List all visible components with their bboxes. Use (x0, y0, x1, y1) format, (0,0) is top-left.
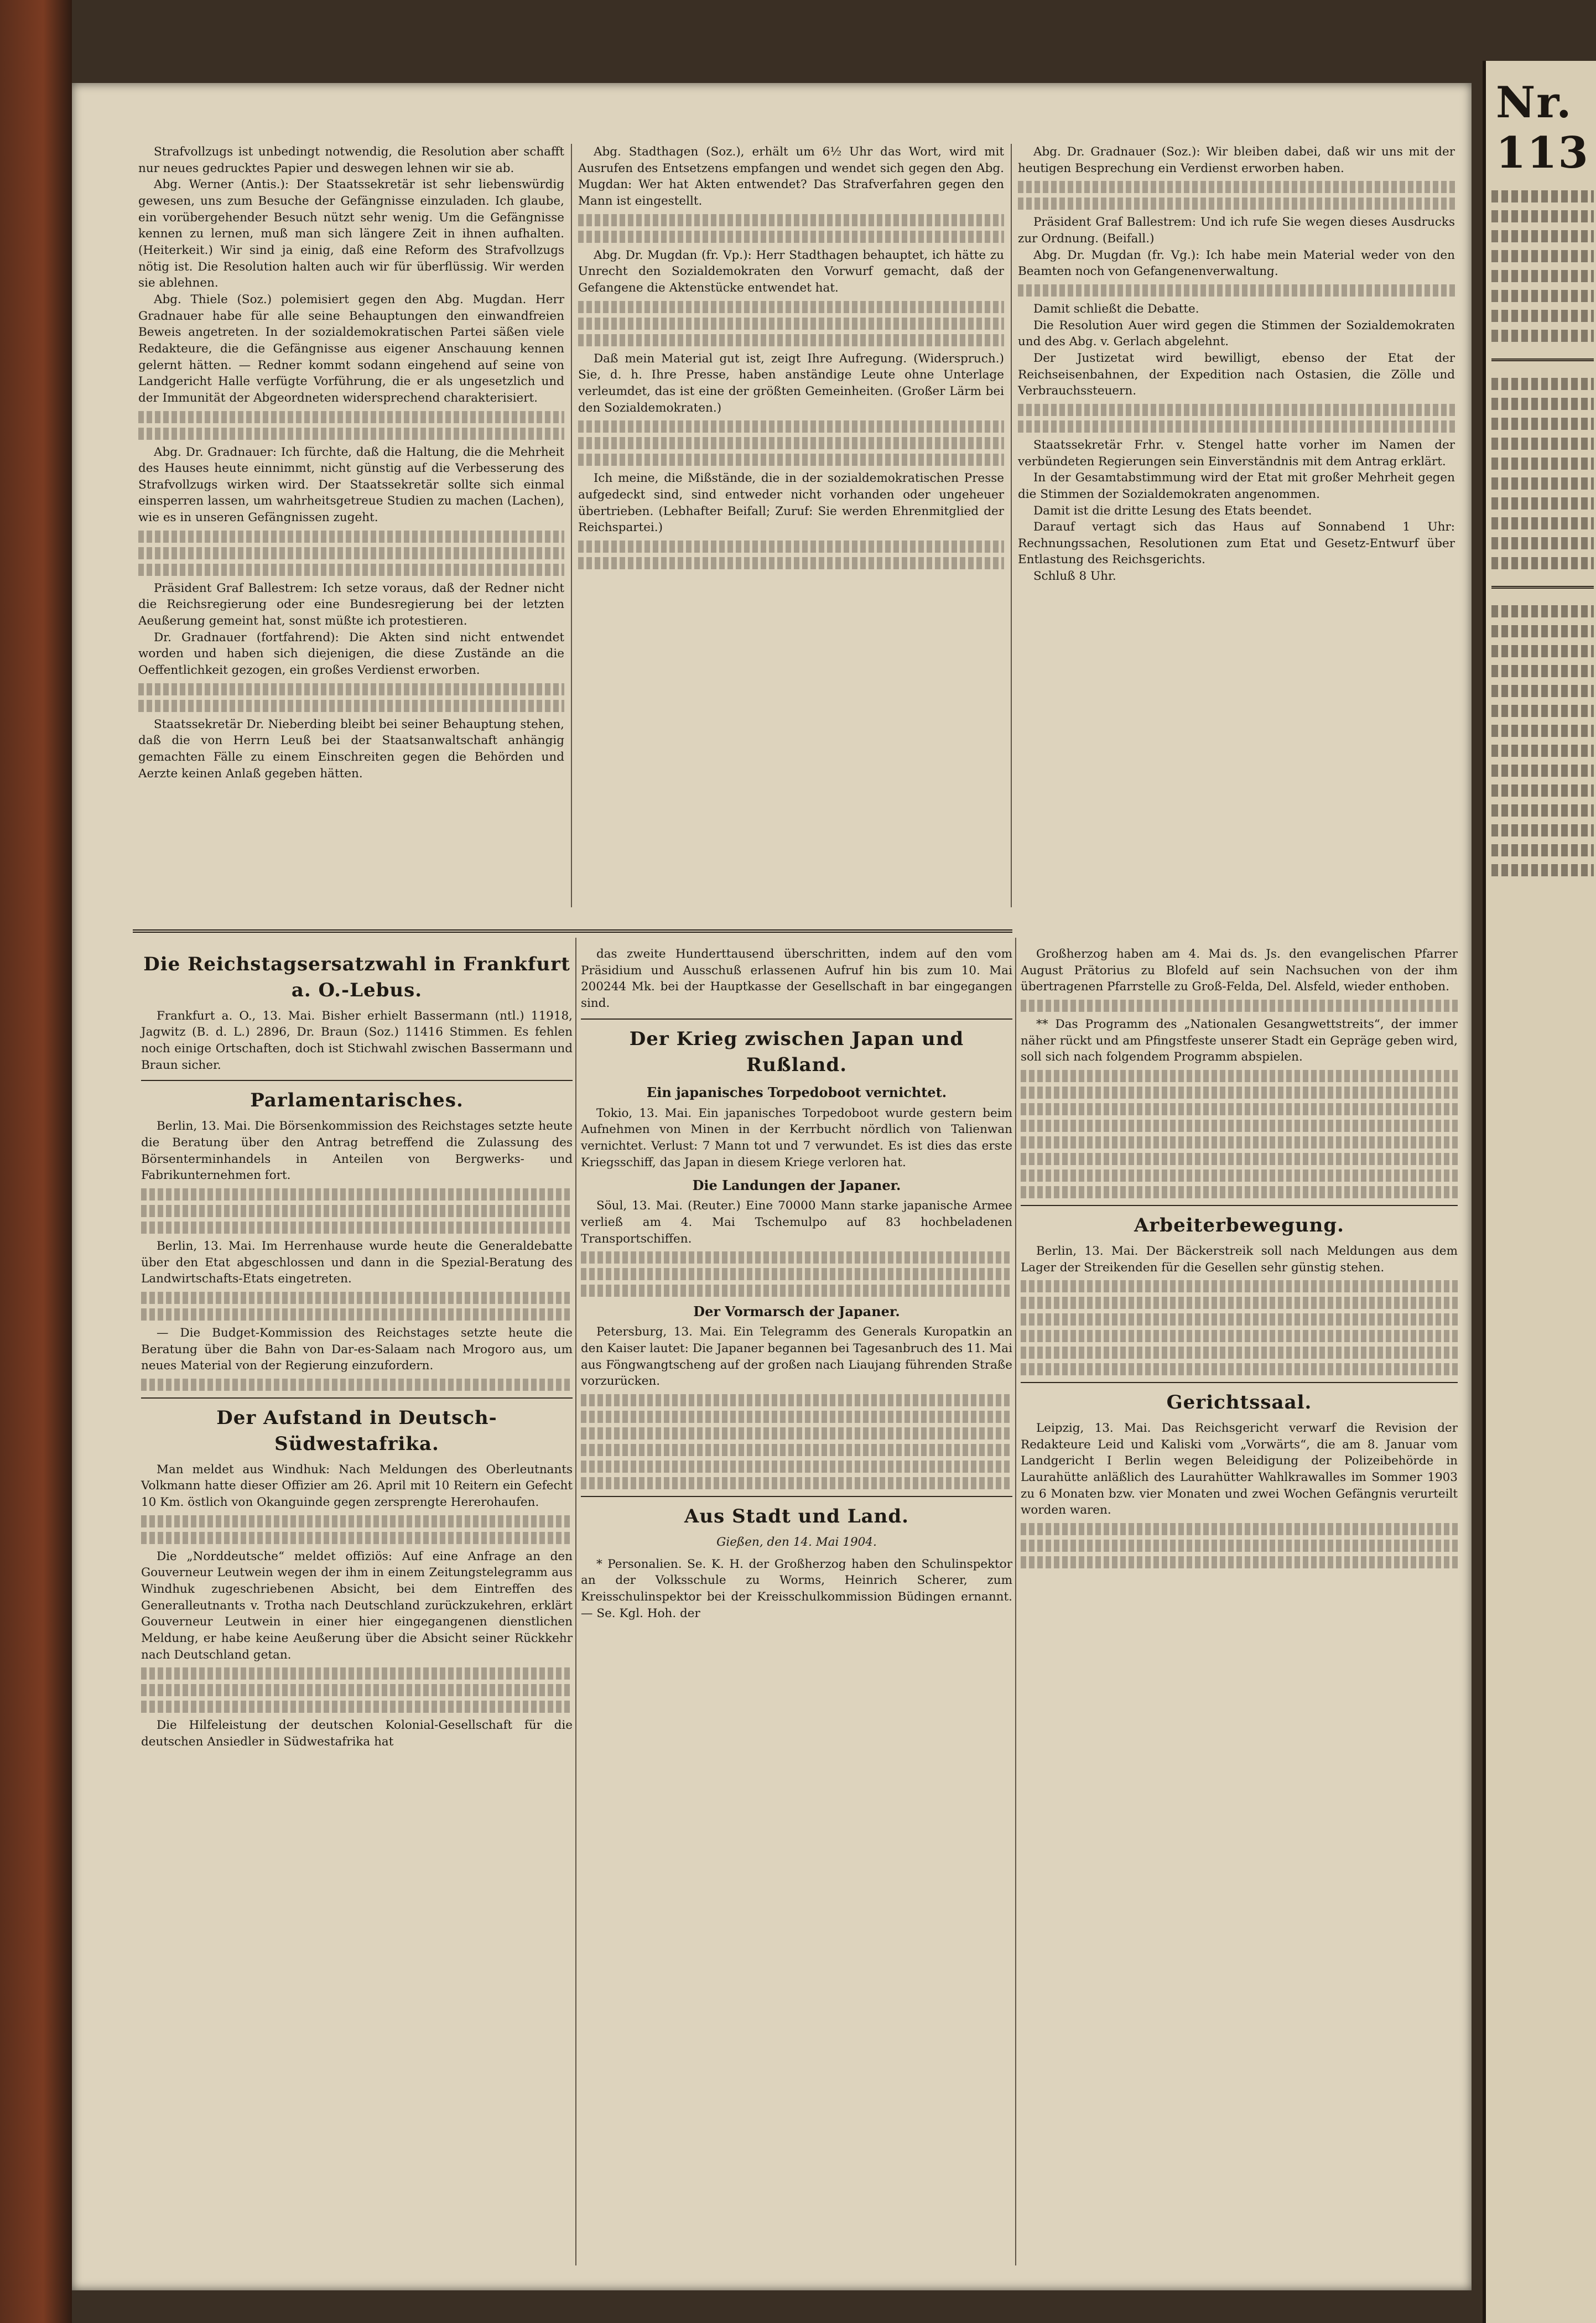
illegible-line (1491, 725, 1594, 737)
article-column-3 (1018, 144, 1455, 585)
paragraph: Man meldet aus Windhuk: Nach Meldungen des Oberleutnants Volkmann hatte dieser Offizier am 26. April mit 10 Reitern ein Gefecht 10 Km. östlich von Okanguinde gegen zersprengte Hererohaufen. (141, 1462, 573, 1510)
illegible-line (141, 1205, 573, 1217)
section-heading: Aus Stadt und Land. (684, 1505, 909, 1527)
illegible-line (1018, 404, 1455, 416)
paragraph: Berlin, 13. Mai. Im Herrenhause wurde heute die Generaldebatte über den Etat abgeschlossen und dann in die Spezial-Beratung des Landwirtschafts-Etats eingetreten. (141, 1239, 573, 1286)
paragraph: Tokio, 13. Mai. Ein japanisches Torpedoboot wurde gestern beim Aufnehmen von Minen in der Kerrbucht nördlich von Talienwan vernichtet. Verlust: 7 Mann tot und 7 verwundet. Es ist dies das erste Kriegsschiff, das Japan in diesem Kriege verloren hat. (581, 1106, 1012, 1170)
illegible-line (1021, 1186, 1458, 1198)
subheading: Die Landungen der Japaner. (692, 1177, 901, 1194)
illegible-line (1491, 477, 1594, 490)
paragraph: Abg. Dr. Gradnauer: Ich fürchte, daß die Haltung, die die Mehrheit des Hauses heute einnimmt, nicht günstig auf die Verbesserung des Strafvollzugs wirken wird. Der Staatssekretär sollte sich einmal einsperren lassen, um wahrheitsgetreue Studien zu machen (Lachen), wie es in unseren Gefängnissen zugeht. (138, 445, 564, 525)
illegible-line (1018, 198, 1455, 210)
paragraph: Die „Norddeutsche“ meldet offiziös: Auf eine Anfrage an den Gouverneur Leutwein wegen der ihm in einem Zeitungstelegramm aus Windhuk zugeschriebenen Absicht, bei dem Eintreffen des Generalleutnants v. Trotha nach Deutschland zurückzukehren, erklärt Gouverneur Leutwein in einer hier eingegangenen dienstlichen Meldung, er habe keine Aeußerung über die Absicht seiner Rückkehr nach Deutschland getan. (141, 1549, 573, 1662)
illegible-line (141, 1188, 573, 1201)
paragraph: Dr. Gradnauer (fortfahrend): Die Akten sind nicht entwendet worden und haben sich diejenigen, die diese Zustände an die Oeffentlichkeit gezogen, ein großes Verdienst erworben. (138, 630, 564, 678)
illegible-line (578, 557, 1004, 569)
paragraph: Daß mein Material gut ist, zeigt Ihre Aufregung. (Widerspruch.) Sie, d. h. Ihre Presse, haben anständige Leute ohne Unterlage verleumdet, das ist eine der größten Gemeinheiten. (Großer Lärm bei den Sozialdemokraten.) (578, 351, 1004, 415)
illegible-line (1491, 290, 1594, 302)
section-rule (1491, 358, 1594, 361)
illegible-line (578, 454, 1004, 466)
paragraph: Ich meine, die Mißstände, die in der sozialdemokratischen Presse aufgedeckt sind, sind entweder nicht vorhanden oder ungeheuer übertrieben. (Lebhafter Beifall; Zuruf: Sie werden Ehrenmitglied der Reichspartei.) (578, 471, 1004, 535)
illegible-line (578, 437, 1004, 449)
illegible-line (578, 231, 1004, 243)
section-heading: Der Aufstand in Deutsch-Südwestafrika. (216, 1406, 497, 1455)
illegible-line (581, 1477, 1012, 1489)
illegible-line (1491, 210, 1594, 222)
illegible-line (1021, 1330, 1458, 1342)
illegible-line (1021, 1170, 1458, 1182)
illegible-line (1491, 765, 1594, 777)
paragraph: Schluß 8 Uhr. (1033, 569, 1116, 584)
paragraph: Damit ist die dritte Lesung des Etats beendet. (1033, 503, 1312, 518)
illegible-line (1491, 190, 1594, 202)
illegible-line (1491, 804, 1594, 817)
illegible-line (1491, 685, 1594, 697)
illegible-line (1491, 864, 1594, 876)
illegible-line (578, 420, 1004, 433)
illegible-line (1021, 1280, 1458, 1292)
paragraph: Abg. Stadthagen (Soz.), erhält um 6½ Uhr das Wort, wird mit Ausrufen des Entsetzens empfangen und wendet sich gegen den Abg. Mugdan: Wer hat Akten entwendet? Das Strafverfahren gegen den Mann ist eingestellt. (578, 145, 1004, 208)
illegible-line (1491, 398, 1594, 410)
subheading: Ein japanisches Torpedoboot vernichtet. (646, 1084, 947, 1101)
illegible-line (1491, 824, 1594, 836)
paragraph: Leipzig, 13. Mai. Das Reichsgericht verwarf die Revision der Redakteure Leid und Kaliski vom „Vorwärts“, die am 8. Januar vom Landgericht I Berlin wegen Beleidigung der Polizeibehörde in Laurahütte anläßlich des Laurahütter Wahlkrawalles im Sommer 1903 zu 6 Monaten bzw. vier Monaten und zwei Wochen Gefängnis verurteilt worden waren. (1021, 1421, 1458, 1518)
next-page-edge (1483, 61, 1596, 2323)
section-heading: Gerichtssaal. (1166, 1391, 1312, 1414)
illegible-line (138, 564, 564, 576)
lower-column-3 (1021, 946, 1458, 1573)
section-rule (1491, 586, 1594, 589)
paragraph: In der Gesamtabstimmung wird der Etat mit großer Mehrheit gegen die Stimmen der Sozialdemokraten angenommen. (1018, 471, 1455, 501)
illegible-line (138, 531, 564, 543)
illegible-line (1491, 645, 1594, 657)
paragraph: das zweite Hunderttausend überschritten, indem auf den vom Präsidium und Ausschuß erlassenen Aufruf hin bis zum 10. Mai 200244 Mk. bei der Hauptkasse der Gesellschaft in bar eingegangen sind. (581, 947, 1012, 1010)
illegible-line (1491, 250, 1594, 262)
illegible-line (1491, 605, 1594, 617)
illegible-line (1018, 181, 1455, 193)
paragraph: Staatssekretär Dr. Nieberding bleibt bei seiner Behauptung stehen, daß die von Herrn Leuß bei der Staatsanwaltschaft anhängig gemachten Fälle zu einem Einschreiten gegen die Behörden und Aerzte keinen Anlaß gegeben hätten. (138, 717, 564, 781)
section-rule (1021, 1205, 1458, 1206)
lower-column-1 (141, 946, 573, 1750)
illegible-line (1021, 1070, 1458, 1082)
illegible-line (1491, 625, 1594, 637)
paragraph: Die Resolution Auer wird gegen die Stimmen der Sozialdemokraten und des Abg. v. Gerlach abgelehnt. (1018, 318, 1455, 349)
illegible-line (1491, 517, 1594, 529)
section-rule (141, 1080, 573, 1081)
illegible-line (1491, 537, 1594, 549)
illegible-line (1491, 378, 1594, 390)
illegible-line (581, 1444, 1012, 1456)
illegible-line (141, 1667, 573, 1680)
paragraph: Die Hilfeleistung der deutschen Kolonial-Gesellschaft für die deutschen Ansiedler in Südwestafrika hat (141, 1718, 573, 1749)
paragraph: Berlin, 13. Mai. Die Börsenkommission des Reichstages setzte heute die Beratung über den Antrag betreffend die Zulassung des Börsenterminhandels in Anteilen von Bergwerks- und Fabrikunternehmen fort. (141, 1119, 573, 1183)
illegible-line (1021, 1000, 1458, 1012)
section-heading: Die Reichstagsersatzwahl in Frankfurt a. O.-Lebus. (143, 953, 570, 1001)
illegible-line (141, 1701, 573, 1713)
section-rule (141, 1397, 573, 1399)
paragraph: Abg. Dr. Mugdan (fr. Vp.): Herr Stadthagen behauptet, ich hätte zu Unrecht den Sozialdemokraten den Vorwurf gemacht, daß der Gefangene die Aktenstücke entwendet hat. (578, 248, 1004, 295)
illegible-line (578, 541, 1004, 553)
illegible-line (1491, 745, 1594, 757)
paragraph: Präsident Graf Ballestrem: Und ich rufe Sie wegen dieses Ausdrucks zur Ordnung. (Beifall.) (1018, 215, 1455, 246)
illegible-line (141, 1292, 573, 1304)
next-page-text (1486, 178, 1596, 888)
illegible-line (581, 1268, 1012, 1280)
illegible-line (1491, 665, 1594, 677)
illegible-line (1491, 310, 1594, 322)
illegible-line (581, 1411, 1012, 1423)
illegible-line (1018, 420, 1455, 433)
illegible-line (138, 411, 564, 423)
section-heading: Der Krieg zwischen Japan und Rußland. (629, 1027, 964, 1076)
illegible-line (1021, 1363, 1458, 1375)
illegible-line (581, 1251, 1012, 1264)
illegible-line (1021, 1523, 1458, 1535)
illegible-line (1491, 497, 1594, 510)
paragraph: Großherzog haben am 4. Mai ds. Js. den evangelischen Pfarrer August Prätorius zu Blofeld auf sein Nachsuchen von der ihm übertragenen Pfarrstelle zu Groß-Felda, Del. Alsfeld, wieder enthoben. (1021, 947, 1458, 994)
illegible-line (1021, 1136, 1458, 1148)
illegible-line (1491, 705, 1594, 717)
column-divider (1011, 144, 1012, 907)
illegible-line (1491, 557, 1594, 569)
illegible-line (141, 1532, 573, 1544)
paragraph: Abg. Dr. Mugdan (fr. Vg.): Ich habe mein Material weder von den Beamten noch von Gefangenenverwaltung. (1018, 248, 1455, 279)
column-divider (571, 144, 572, 907)
illegible-line (1491, 784, 1594, 797)
illegible-line (1021, 1297, 1458, 1309)
paragraph: Petersburg, 13. Mai. Ein Telegramm des Generals Kuropatkin an den Kaiser lautet: Die Japaner begannen bei Tagesanbruch des 11. Mai aus Föngwangtscheng auf der großen nach Liaujang führenden Straße vorzurücken. (581, 1325, 1012, 1389)
book-binding (0, 0, 72, 2323)
illegible-line (1021, 1103, 1458, 1115)
paragraph: — Die Budget-Kommission des Reichstages setzte heute die Beratung über die Bahn von Dar-es-Salaam nach Mrogoro aus, um neues Material von der Regierung einzufordern. (141, 1326, 573, 1373)
illegible-line (138, 547, 564, 559)
illegible-line (141, 1308, 573, 1321)
paragraph: ** Das Programm des „Nationalen Gesangwettstreits“, der immer näher rückt und am Pfingstfeste unserer Stadt ein Gepräge geben wird, soll sich nach folgendem Programm abspielen. (1021, 1017, 1458, 1064)
illegible-line (581, 1461, 1012, 1473)
illegible-line (1491, 844, 1594, 856)
paragraph: Söul, 13. Mai. (Reuter.) Eine 70000 Mann starke japanische Armee verließ am 4. Mai Tschemulpo auf 83 hochbeladenen Transportschiffen. (581, 1199, 1012, 1246)
subheading: Der Vormarsch der Japaner. (693, 1303, 900, 1320)
illegible-line (1491, 458, 1594, 470)
illegible-line (581, 1285, 1012, 1297)
illegible-line (578, 318, 1004, 330)
illegible-line (141, 1379, 573, 1391)
paragraph: Berlin, 13. Mai. Der Bäckerstreik soll nach Meldungen aus dem Lager der Streikenden für die Gesellen sehr günstig stehen. (1021, 1244, 1458, 1275)
illegible-line (578, 214, 1004, 226)
article-column-2 (578, 144, 1004, 574)
section-rule (581, 1496, 1012, 1497)
paragraph: Darauf vertagt sich das Haus auf Sonnabend 1 Uhr: Rechnungssachen, Resolutionen zum Etat und Gesetz-Entwurf über Entlastung des Reichsgerichts. (1018, 520, 1455, 567)
illegible-line (1018, 284, 1455, 297)
section-rule (133, 929, 1012, 933)
illegible-line (581, 1394, 1012, 1406)
illegible-line (581, 1427, 1012, 1439)
lower-column-2 (581, 946, 1012, 1622)
illegible-line (138, 428, 564, 440)
newspaper-page (72, 83, 1472, 2290)
paragraph: Frankfurt a. O., 13. Mai. Bisher erhielt Bassermann (ntl.) 11918, Jagwitz (B. d. L.) 2896, Dr. Braun (Soz.) 11416 Stimmen. Es fehlen noch einige Ortschaften, doch ist Stichwahl zwischen Bassermann und Braun sicher. (141, 1009, 573, 1072)
article-column-1 (138, 144, 564, 782)
illegible-line (578, 301, 1004, 313)
illegible-line (1021, 1540, 1458, 1552)
section-heading: Arbeiterbewegung. (1134, 1214, 1344, 1236)
next-page-number: Nr. 113 (1496, 77, 1589, 178)
illegible-line (1021, 1153, 1458, 1165)
paragraph: Abg. Thiele (Soz.) polemisiert gegen den Abg. Mugdan. Herr Gradnauer habe für alle seine Behauptungen den einwandfreien Beweis angetreten. In der sozialdemokratischen Partei säßen viele Redakteure, die die Gefängnisse aus eigener Anschauung kennen gelernt hätten. — Redner kommt sodann eingehend auf seine von Landgericht Halle verfügte Vorführung, die er als ungesetzlich und der Immunität der Abgeordneten widersprechend charakterisiert. (138, 292, 564, 405)
section-rule (1021, 1382, 1458, 1383)
illegible-line (1021, 1347, 1458, 1359)
paragraph: Abg. Dr. Gradnauer (Soz.): Wir bleiben dabei, daß wir uns mit der heutigen Besprechung ein Verdienst erworben haben. (1018, 145, 1455, 175)
column-divider (575, 938, 576, 2265)
paragraph: Präsident Graf Ballestrem: Ich setze voraus, daß der Redner nicht die Reichsregierung oder eine Bundesregierung bei der letzten Aeußerung gemeint hat, sonst müßte ich protestieren. (138, 581, 564, 628)
illegible-line (141, 1515, 573, 1527)
dateline: Gießen, den 14. Mai 1904. (716, 1535, 877, 1549)
illegible-line (578, 334, 1004, 346)
paragraph: Der Justizetat wird bewilligt, ebenso der Etat der Reichseisenbahnen, der Expedition nach Ostasien, die Zölle und Verbrauchssteuern. (1018, 351, 1455, 398)
section-rule (581, 1018, 1012, 1020)
section-heading: Parlamentarisches. (250, 1089, 464, 1112)
paragraph: Abg. Werner (Antis.): Der Staatssekretär ist sehr liebenswürdig gewesen, uns zum Besuche der Gefängnisse einzuladen. Ich glaube, ein vorübergehender Besuch nützt sehr wenig. Um die Gefängnisse kennen zu lernen, muß man sich längere Zeit in ihnen aufhalten. (Heiterkeit.) Wir sind ja einig, daß eine Reform des Strafvollzugs nötig ist. Die Resolution halten auch wir für überflüssig. Wir werden sie ablehnen. (138, 178, 564, 290)
paragraph: Staatssekretär Frhr. v. Stengel hatte vorher im Namen der verbündeten Regierungen sein Einverständnis mit dem Antrag erklärt. (1018, 438, 1455, 469)
paragraph: * Personalien. Se. K. H. der Großherzog haben den Schulinspektor an der Volksschule zu Worms, Heinrich Scherer, zum Kreisschulinspektor bei der Kreisschulkommission Büdingen ernannt. — Se. Kgl. Hoh. der (581, 1557, 1012, 1620)
illegible-line (1491, 230, 1594, 242)
paragraph: Strafvollzugs ist unbedingt notwendig, die Resolution aber schafft nur neues gedrucktes Papier und deswegen lehnen wir sie ab. (138, 145, 564, 175)
illegible-line (138, 700, 564, 712)
illegible-line (1491, 330, 1594, 342)
illegible-line (141, 1222, 573, 1234)
illegible-line (1491, 418, 1594, 430)
illegible-line (1021, 1120, 1458, 1132)
illegible-line (1021, 1087, 1458, 1099)
illegible-line (1491, 438, 1594, 450)
column-divider (1015, 938, 1016, 2265)
illegible-line (138, 683, 564, 695)
illegible-line (1021, 1313, 1458, 1326)
illegible-line (141, 1684, 573, 1696)
illegible-line (1021, 1556, 1458, 1568)
illegible-line (1491, 270, 1594, 282)
paragraph: Damit schließt die Debatte. (1033, 302, 1199, 316)
